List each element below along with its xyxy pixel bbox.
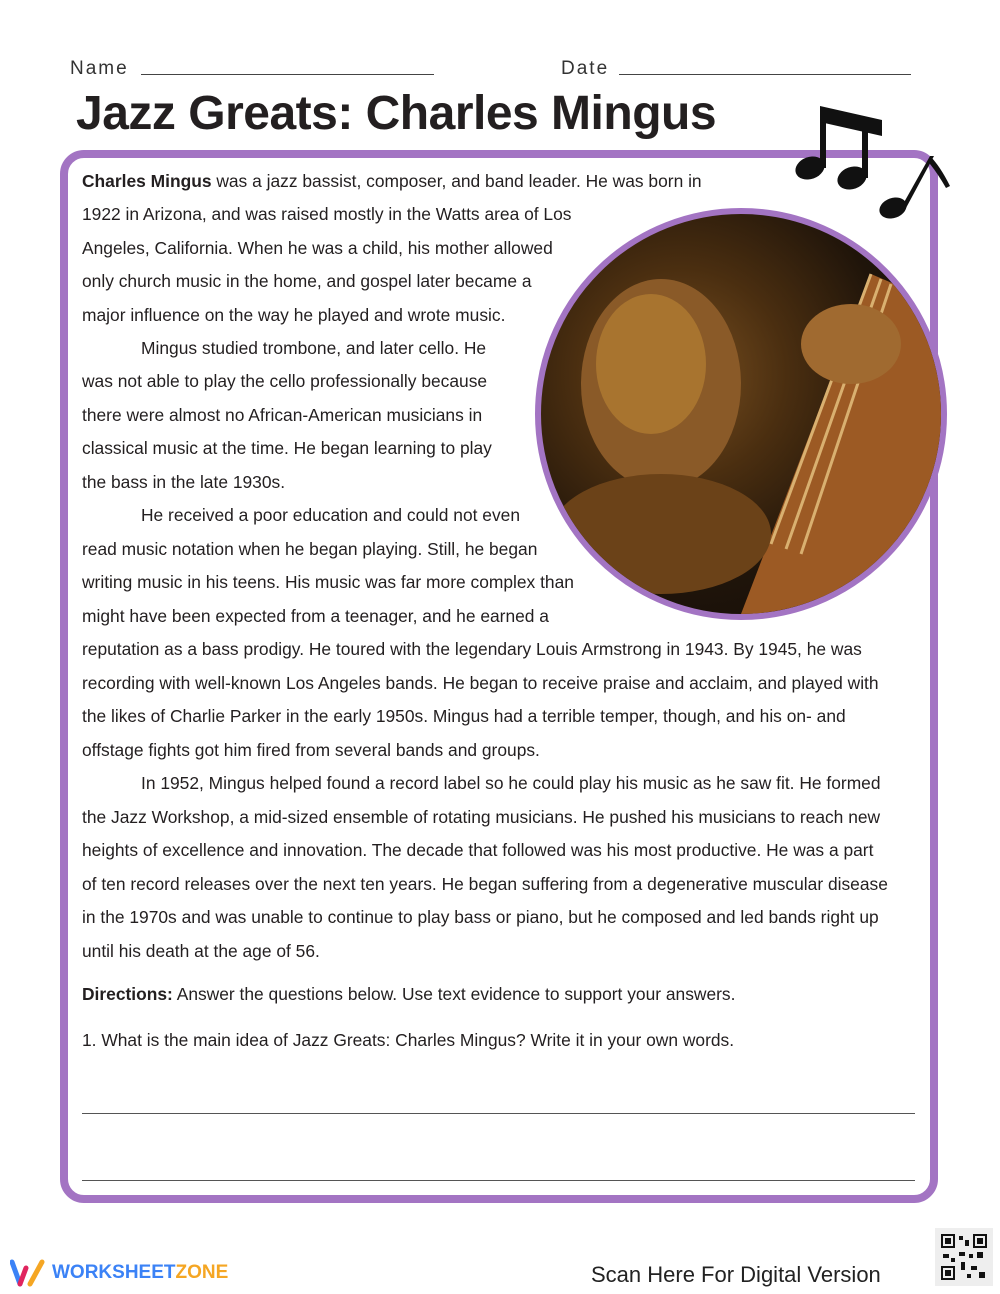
name-label: Name [70,58,129,79]
body-line: of ten record releases over the next ten years. He began suffering from a degenerative muscular disease [82,874,888,894]
question-1: 1. What is the main idea of Jazz Greats: Charles Mingus? Write it in your own words. [82,1030,735,1050]
body-line: 1922 in Arizona, and was raised mostly in the Watts area of Los [82,204,572,224]
body-line: only church music in the home, and gospel later became a [82,271,532,291]
directions-label: Directions: [82,984,173,1004]
directions-text: Answer the questions below. Use text evidence to support your answers. [172,984,736,1004]
directions [82,983,735,1005]
answer-line-2[interactable] [82,1180,915,1181]
body-text: was a jazz bassist, composer, and band leader. He was born in [211,171,702,191]
subject-name: Charles Mingus [82,171,212,191]
body-line: classical music at the time. He began learning to play [82,438,492,458]
body-line: in the 1970s and was unable to continue to play bass or piano, but he composed and led bands right up [82,907,879,927]
scan-text: Scan Here For Digital Version [591,1262,881,1287]
body-line: In 1952, Mingus helped found a record label so he could play his music as he saw fit. He formed [141,773,881,793]
body-line: the bass in the late 1930s. [82,472,286,492]
body-line: He received a poor education and could not even [141,505,520,525]
music-notes-icon [790,96,955,226]
body-line: there were almost no African-American musicians in [82,405,483,425]
body-line: heights of excellence and innovation. The decade that followed was his most productive. He was a part [82,840,874,860]
body-line: until his death at the age of 56. [82,941,320,961]
body-line: recording with well-known Los Angeles bands. He began to receive praise and acclaim, and played with [82,673,879,693]
body-line: reputation as a bass prodigy. He toured with the legendary Louis Armstrong in 1943. By 1945, he was [82,639,862,659]
page-title: Jazz Greats: Charles Mingus [76,87,717,140]
body-line: Angeles, California. When he was a child, his mother allowed [82,238,553,258]
worksheetzone-logo-icon [10,1258,46,1288]
body-line: offstage fights got him fired from several bands and groups. [82,740,540,760]
body-line: might have been expected from a teenager, and he earned a [82,606,549,626]
date-field-line[interactable] [619,74,911,75]
qr-code[interactable] [935,1228,993,1286]
date-label: Date [561,58,610,79]
brand-worksheet: WORKSHEET [52,1262,176,1283]
body-line: Mingus studied trombone, and later cello. He [141,338,487,358]
answer-line-1[interactable] [82,1113,915,1114]
body-line: writing music in his teens. His music was far more complex than [82,572,574,592]
body-line: major influence on the way he played and wrote music. [82,305,506,325]
charles-mingus-photo [535,208,947,620]
worksheetzone-logo[interactable] [10,1258,228,1288]
body-line [82,170,702,192]
body-line: was not able to play the cello professionally because [82,371,488,391]
body-line: the Jazz Workshop, a mid-sized ensemble of rotating musicians. He pushed his musicians to reach new [82,807,881,827]
body-line: read music notation when he began playing. Still, he began [82,539,538,559]
brand-zone: ZONE [175,1262,229,1283]
body-line: the likes of Charlie Parker in the early 1950s. Mingus had a terrible temper, though, and his on- and [82,706,846,726]
name-field-line[interactable] [141,74,434,75]
